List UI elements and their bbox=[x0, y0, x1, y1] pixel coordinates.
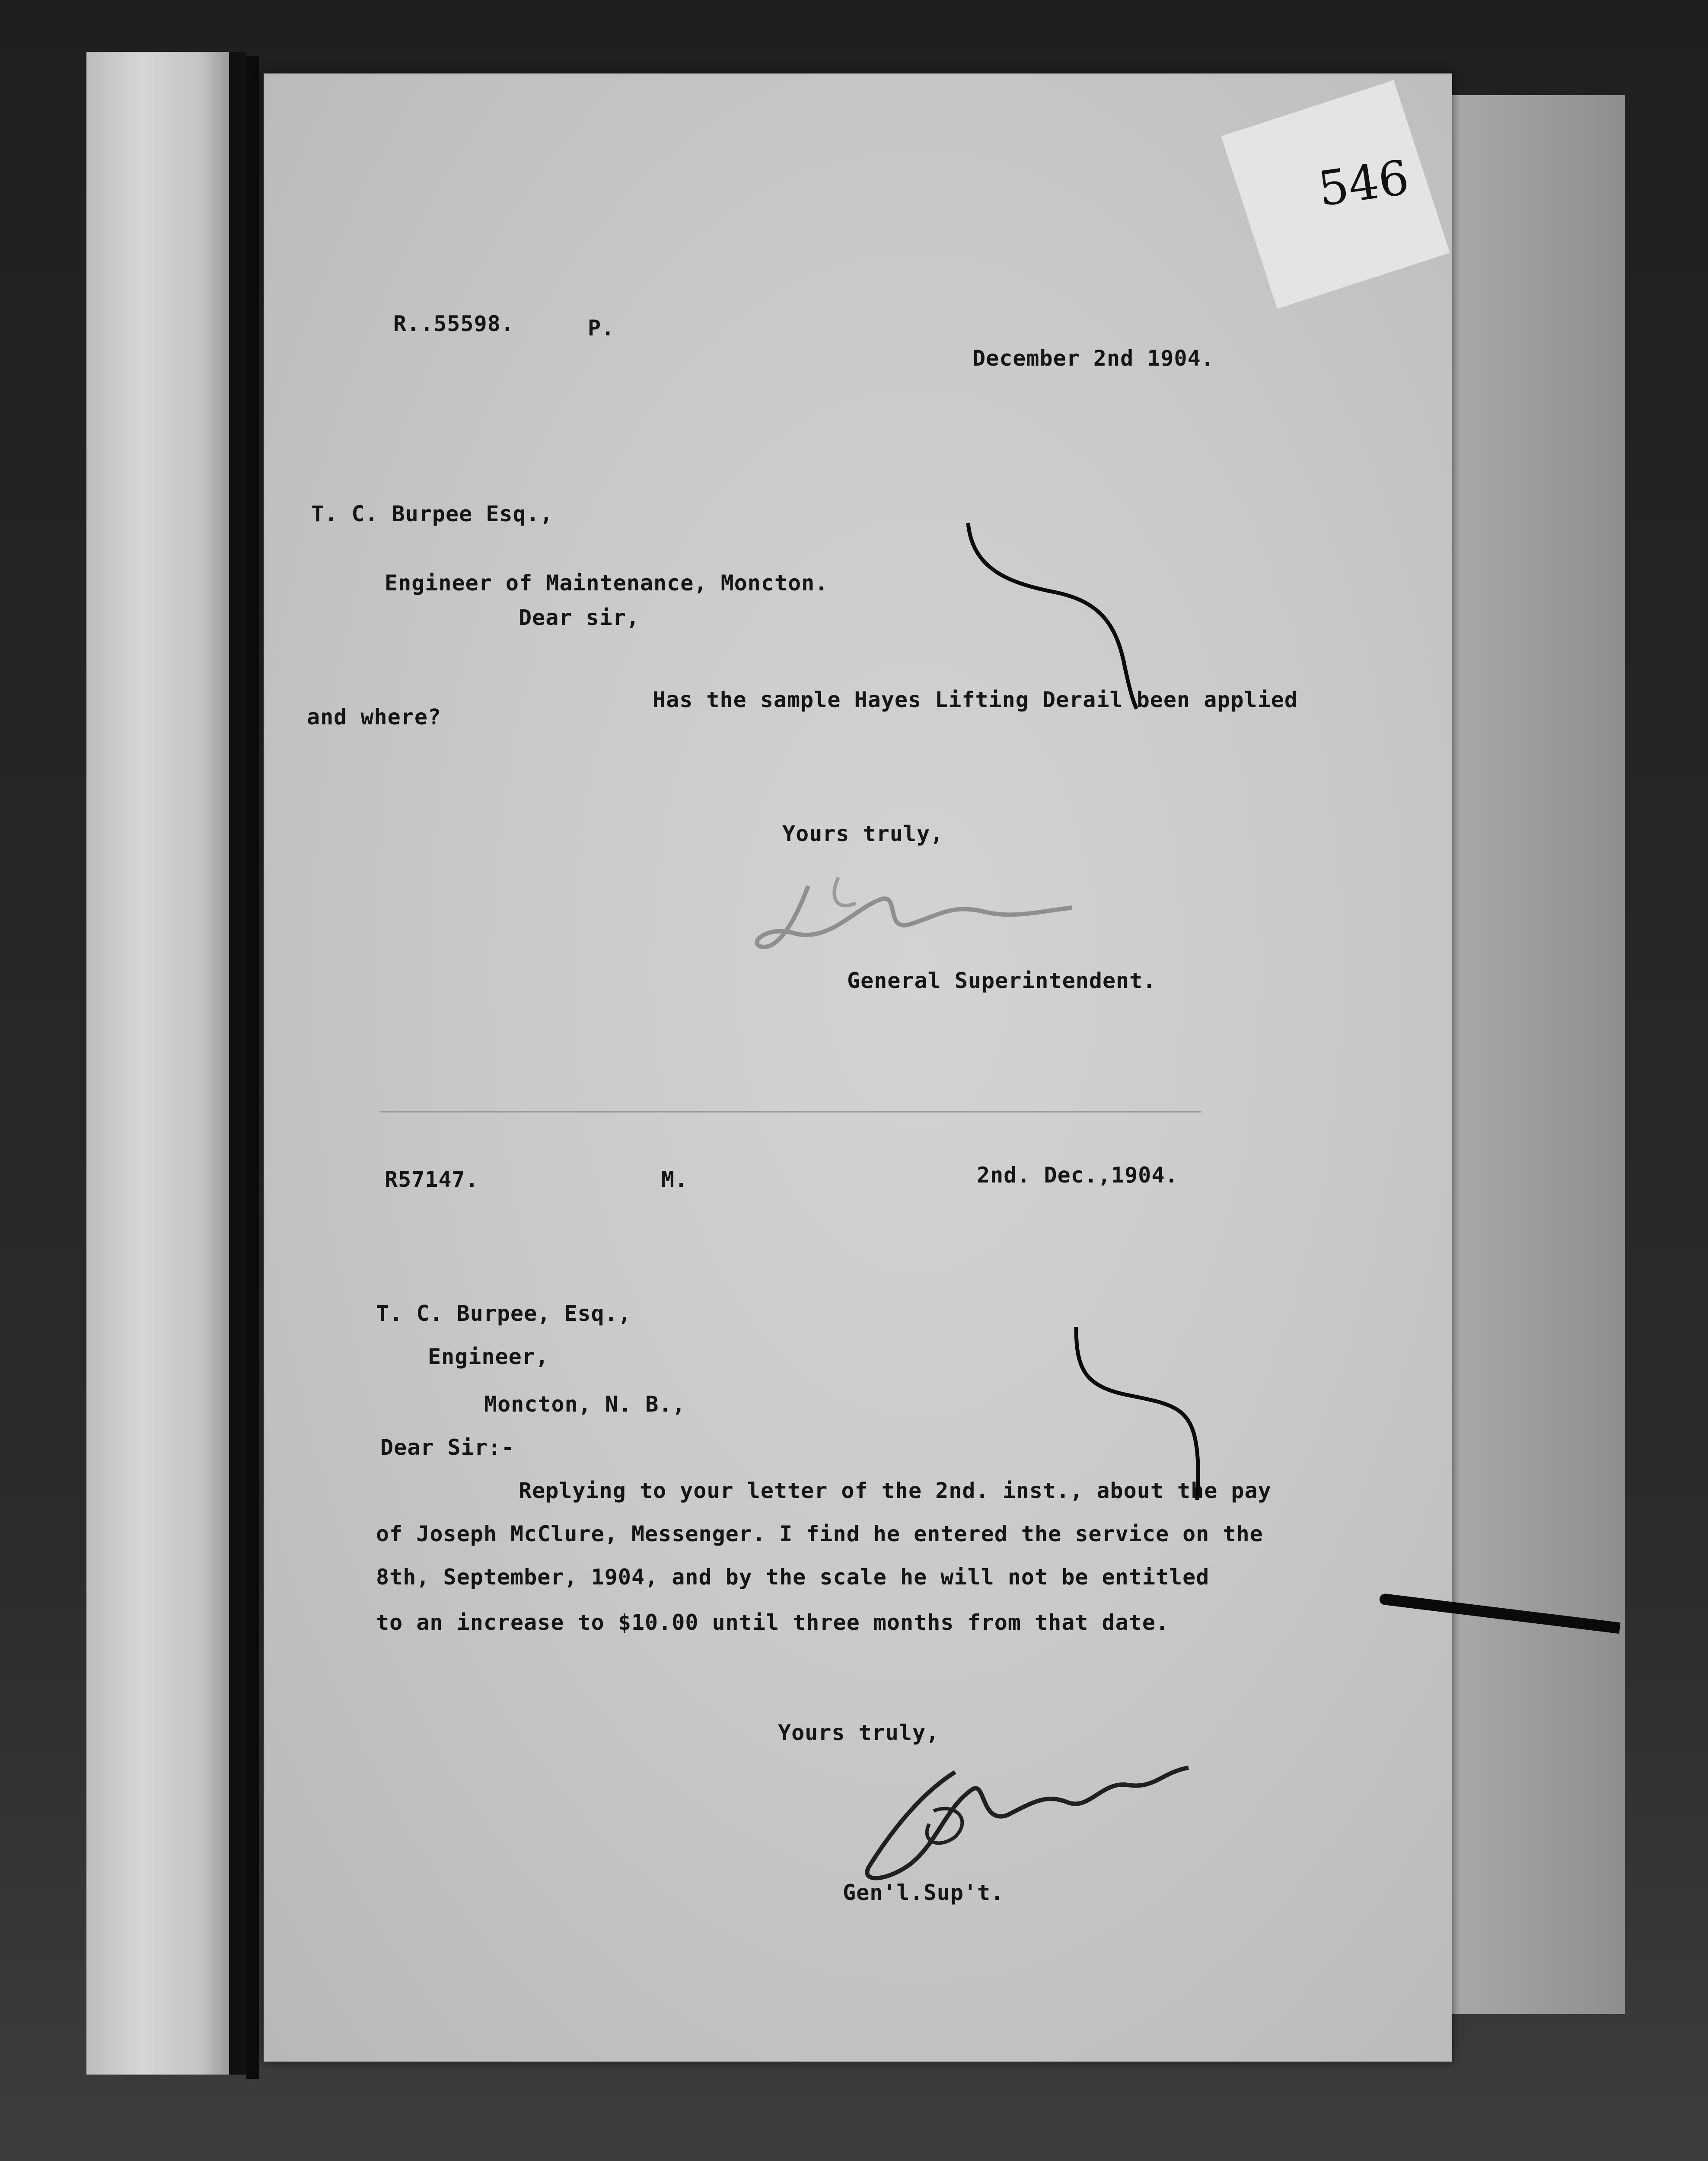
letter1-signature-title: General Superintendent. bbox=[847, 968, 1157, 993]
separator-line bbox=[380, 1111, 1201, 1112]
letter2-closing: Yours truly, bbox=[778, 1720, 940, 1745]
letter2-body-line3: 8th, September, 1904, and by the scale he will not be entitled bbox=[376, 1565, 1210, 1590]
letter2-signature bbox=[843, 1755, 1232, 1893]
letter1-body-line2: and where? bbox=[307, 704, 442, 730]
letter2-recipient-title: Engineer, bbox=[428, 1344, 549, 1369]
letter2-body-line2: of Joseph McClure, Messenger. I find he entered the service on the bbox=[376, 1521, 1263, 1546]
letter2-body-line4: to an increase to $10.00 until three months from that date. bbox=[376, 1610, 1169, 1635]
letter2-date: 2nd. Dec.,1904. bbox=[977, 1163, 1179, 1188]
letter2-body-line1: Replying to your letter of the 2nd. inst., about the pay bbox=[519, 1478, 1271, 1503]
binding-edge bbox=[246, 56, 259, 2079]
letter1-body-line1: Has the sample Hayes Lifting Derail been applied bbox=[653, 687, 1298, 712]
letter1-recipient-title: Engineer of Maintenance, Moncton. bbox=[385, 571, 829, 596]
letter2-salutation: Dear Sir:- bbox=[380, 1435, 515, 1460]
letter1-salutation: Dear sir, bbox=[519, 605, 640, 630]
letter2-signature-title: Gen'l.Sup't. bbox=[843, 1880, 1004, 1905]
check-mark bbox=[959, 519, 1219, 717]
page-number: 546 bbox=[1315, 150, 1412, 217]
letter1-code: P. bbox=[588, 316, 615, 341]
letter2-ref: R57147. bbox=[385, 1167, 479, 1192]
letter2-recipient-place: Moncton, N. B., bbox=[484, 1392, 686, 1417]
letter1-closing: Yours truly, bbox=[782, 821, 944, 846]
letter1-ref: R..55598. bbox=[393, 311, 514, 336]
letter2-recipient-name: T. C. Burpee, Esq., bbox=[376, 1301, 631, 1326]
letter1-recipient-name: T. C. Burpee Esq., bbox=[311, 501, 553, 526]
check-mark bbox=[1068, 1323, 1249, 1504]
page-right-edge bbox=[1452, 95, 1625, 2014]
letter1-signature bbox=[743, 860, 1132, 972]
binding-strip bbox=[86, 52, 246, 2075]
letter1-date: December 2nd 1904. bbox=[972, 346, 1214, 371]
letter2-code: M. bbox=[661, 1167, 688, 1192]
